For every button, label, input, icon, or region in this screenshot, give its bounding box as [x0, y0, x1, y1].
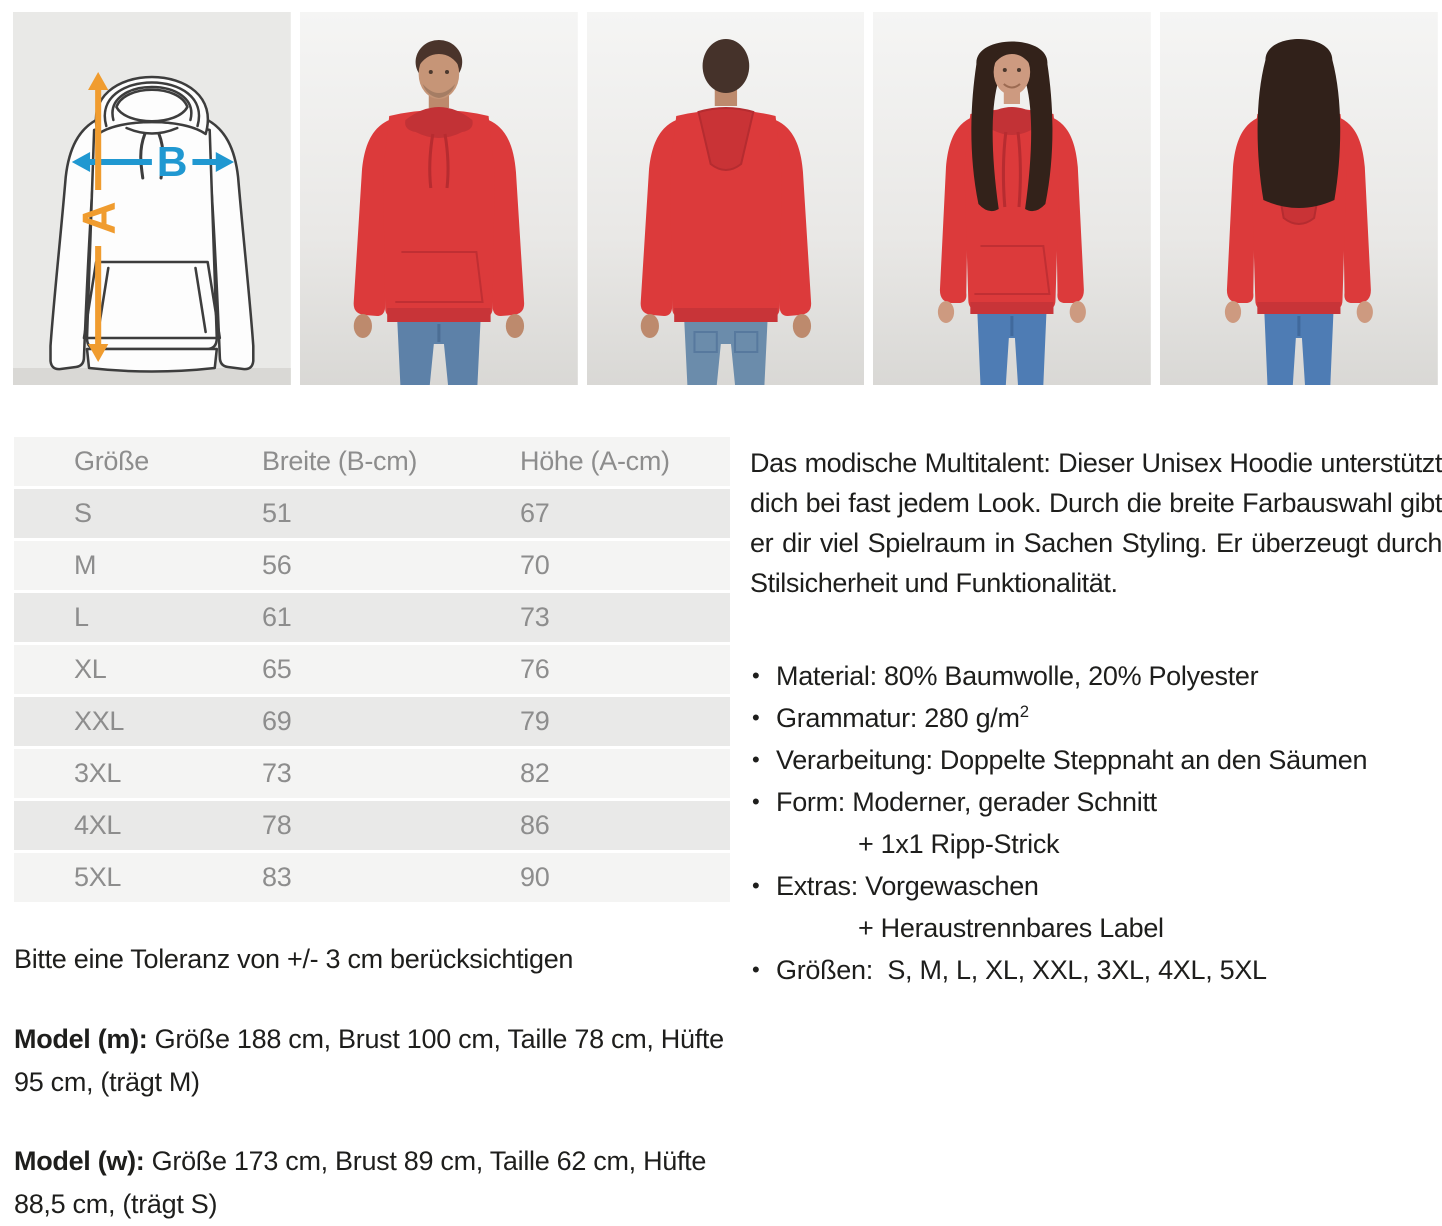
table-header-row — [14, 437, 730, 489]
superscript: 2 — [1019, 702, 1029, 721]
table-row: 3XL 73 82 — [14, 749, 730, 801]
table-row: 5XL 83 90 — [14, 853, 730, 905]
feature-extras-sub: + Heraustrennbares Label — [858, 913, 1164, 943]
feature-verarbeitung: • Verarbeitung: Doppelte Steppnaht an den Säumen — [750, 739, 1442, 781]
model-w-label: Model (w): — [14, 1146, 145, 1176]
feature-form-sub: + 1x1 Ripp-Strick — [858, 829, 1060, 859]
male-front-svg — [300, 12, 578, 385]
feature-list — [750, 655, 1442, 991]
hoodie-diagram-svg — [13, 12, 291, 385]
feature-form: • Form: Moderner, gerader Schnitt + 1x1 Ripp-Strick — [750, 781, 1442, 865]
col-header-hoehe: Höhe (A-cm) — [520, 437, 730, 489]
table-row: XL 65 76 — [14, 645, 730, 697]
female-back-svg — [1160, 12, 1438, 385]
table-row: 4XL 78 86 — [14, 801, 730, 853]
model-w-text: Größe 173 cm, Brust 89 cm, Taille 62 cm, Hüfte 88,5 cm, (trägt S) — [14, 1146, 707, 1219]
male-back-svg — [587, 12, 865, 385]
table-row: XXL 69 79 — [14, 697, 730, 749]
product-image-strip — [13, 12, 1438, 385]
table-row: L 61 73 — [14, 593, 730, 645]
col-header-groesse: Größe — [14, 437, 262, 489]
description-column — [750, 437, 1442, 991]
photo-male-model-front — [300, 12, 578, 385]
feature-groessen: • Größen: S, M, L, XL, XXL, 3XL, 4XL, 5XL — [750, 949, 1442, 991]
female-front-svg — [873, 12, 1151, 385]
width-label: B — [156, 138, 188, 185]
feature-grammatur: • Grammatur: 280 $g/m^2$ — [750, 697, 1442, 739]
model-m-label: Model (m): — [14, 1024, 148, 1054]
table-row: M 56 70 — [14, 541, 730, 593]
size-table — [14, 437, 730, 905]
size-info-column — [14, 437, 730, 1226]
feature-extras: • Extras: Vorgewaschen + Heraustrennbares Label — [750, 865, 1442, 949]
height-label: A — [72, 201, 125, 235]
model-w-info — [14, 1140, 730, 1226]
photo-male-model-back — [587, 12, 865, 385]
photo-female-model-front — [873, 12, 1151, 385]
hoodie-measurement-diagram — [13, 12, 291, 385]
col-header-breite: Breite (B-cm) — [262, 437, 520, 489]
tolerance-note: Bitte eine Toleranz von +/- 3 cm berücksichtigen — [14, 944, 574, 974]
model-m-info — [14, 1018, 730, 1104]
model-m-text: Größe 188 cm, Brust 100 cm, Taille 78 cm, Hüfte 95 cm, (trägt M) — [14, 1024, 724, 1097]
feature-material: • Material: 80% Baumwolle, 20% Polyester — [750, 655, 1442, 697]
product-description: Das modische Multitalent: Dieser Unisex Hoodie unterstützt dich bei fast jedem Look. Durch die breite Farbauswahl gibt er dir viel Spielraum in Sachen Styling. Er überzeugt durch Stilsicherheit und Funktionalität. — [750, 448, 1442, 598]
photo-female-model-back — [1160, 12, 1438, 385]
table-row: S 51 67 — [14, 489, 730, 541]
